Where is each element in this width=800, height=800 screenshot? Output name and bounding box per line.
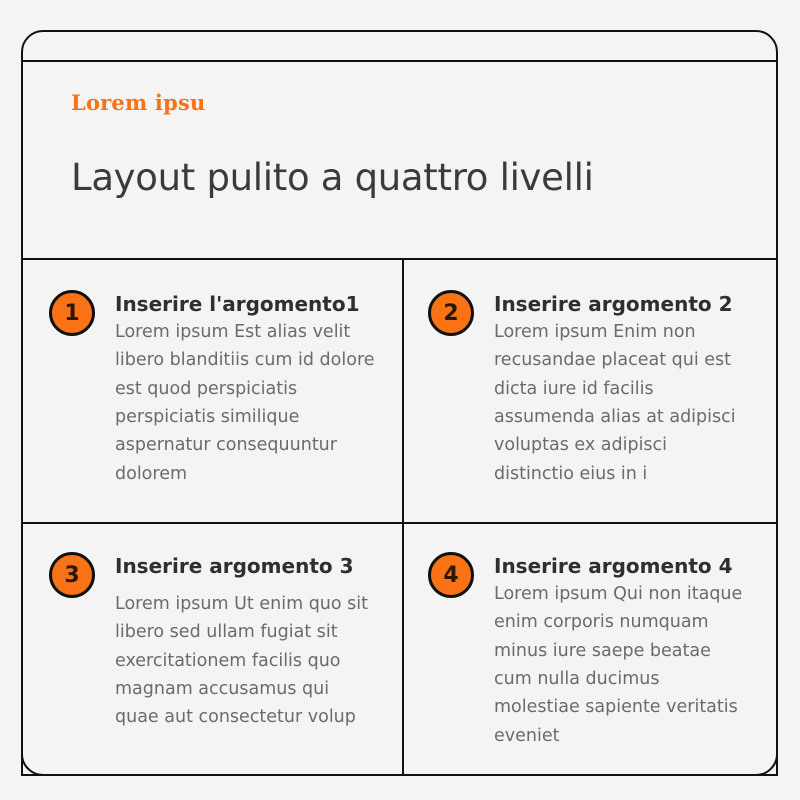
- slide-header: [21, 62, 778, 258]
- quadrant-item-4[interactable]: [402, 522, 776, 774]
- quadrant-heading-2: Inserire argomento 2: [494, 292, 733, 316]
- quadrant-item-1[interactable]: [23, 260, 402, 522]
- quadrant-grid: [23, 260, 776, 774]
- quadrant-heading-1: Inserire l'argomento1: [115, 292, 360, 316]
- quadrant-body-3: Lorem ipsum Ut enim quo sit libero sed ullam fugiat sit exercitationem facilis quo magnam accusamus qui quae aut consectetur volup: [115, 594, 368, 728]
- step-number-badge-3: 3: [49, 552, 95, 598]
- quadrant-text-3: [115, 550, 376, 732]
- page-title: Layout pulito a quattro livelli: [71, 156, 594, 199]
- quadrant-text-1: [115, 288, 376, 488]
- quadrant-body-1: Lorem ipsum Est alias velit libero blanditiis cum id dolore est quod perspiciatis perspiciatis similique aspernatur consequuntur dolorem: [115, 322, 375, 484]
- quadrant-item-2[interactable]: [402, 260, 776, 522]
- quadrant-heading-4: Inserire argomento 4: [494, 554, 733, 578]
- quadrant-heading-3: Inserire argomento 3: [115, 554, 354, 578]
- quadrant-body-2: Lorem ipsum Enim non recusandae placeat qui est dicta iure id facilis assumenda alias at adipisci voluptas ex adipisci distinctio eius in i: [494, 322, 736, 484]
- quadrant-text-2: [494, 288, 750, 488]
- step-number-badge-1: 1: [49, 290, 95, 336]
- step-number-badge-4: 4: [428, 552, 474, 598]
- quadrant-text-4: [494, 550, 750, 750]
- step-number-badge-2: 2: [428, 290, 474, 336]
- quadrant-body-4: Lorem ipsum Qui non itaque enim corporis numquam minus iure saepe beatae cum nulla ducimus molestiae sapiente veritatis eveniet: [494, 584, 743, 746]
- eyebrow-label: Lorem ipsu: [71, 90, 206, 115]
- quadrant-item-3[interactable]: [23, 522, 402, 774]
